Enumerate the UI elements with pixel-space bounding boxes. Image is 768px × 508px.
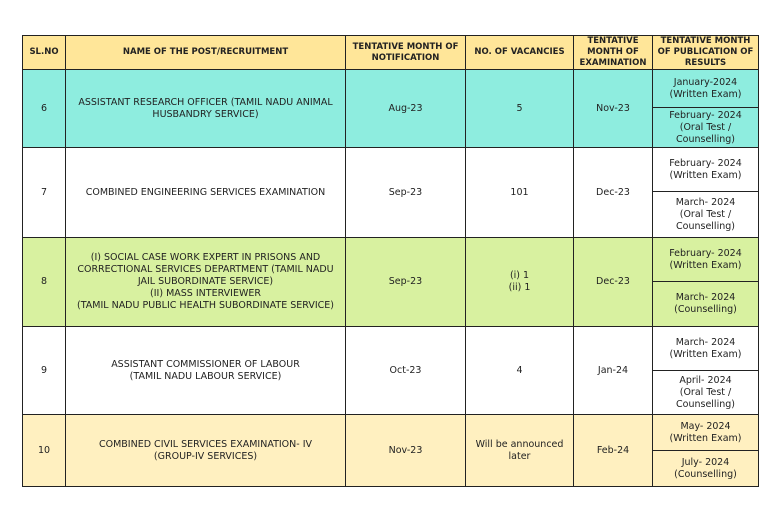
post-name-cell: ASSISTANT COMMISSIONER OF LABOUR (TAMIL NADU LABOUR SERVICE) [66,327,346,415]
result-oral-cell: February- 2024 (Oral Test / Counselling) [653,108,759,148]
table-row [23,238,759,282]
notification-cell: Sep-23 [346,148,466,238]
result-written-cell: January-2024 (Written Exam) [653,70,759,108]
recruitment-schedule-table [22,35,759,487]
table-row [23,415,759,451]
sl-no-cell: 6 [23,70,66,148]
examination-cell: Dec-23 [574,238,653,327]
vacancies-cell: (i) 1 (ii) 1 [466,238,574,327]
sl-no-cell: 10 [23,415,66,487]
header-vacancies: NO. OF VACANCIES [466,36,574,70]
result-oral-cell: March- 2024 (Oral Test / Counselling) [653,192,759,238]
vacancies-cell: Will be announced later [466,415,574,487]
examination-cell: Nov-23 [574,70,653,148]
result-counselling-cell: March- 2024 (Counselling) [653,282,759,327]
table-row [23,70,759,108]
sl-no-cell: 9 [23,327,66,415]
header-results: TENTATIVE MONTH OF PUBLICATION OF RESULTS [653,36,759,70]
table-row [23,148,759,192]
post-name-cell: COMBINED ENGINEERING SERVICES EXAMINATION [66,148,346,238]
examination-cell: Dec-23 [574,148,653,238]
post-name-cell: ASSISTANT RESEARCH OFFICER (TAMIL NADU ANIMAL HUSBANDRY SERVICE) [66,70,346,148]
header-sl-no: SL.NO [23,36,66,70]
vacancies-cell: 101 [466,148,574,238]
post-name-cell: COMBINED CIVIL SERVICES EXAMINATION- IV (GROUP-IV SERVICES) [66,415,346,487]
result-written-cell: February- 2024 (Written Exam) [653,148,759,192]
table-row [23,327,759,371]
notification-cell: Sep-23 [346,238,466,327]
sl-no-cell: 8 [23,238,66,327]
result-written-cell: March- 2024 (Written Exam) [653,327,759,371]
header-notification: TENTATIVE MONTH OF NOTIFICATION [346,36,466,70]
vacancies-cell: 4 [466,327,574,415]
header-examination: TENTATIVE MONTH OF EXAMINATION [574,36,653,70]
table-header-row [23,36,759,70]
examination-cell: Feb-24 [574,415,653,487]
post-name-cell: (I) SOCIAL CASE WORK EXPERT IN PRISONS AND CORRECTIONAL SERVICES DEPARTMENT (TAMIL NADU JAIL SUBORDINATE SERVICE) (II) MASS INTERVIEWER (TAMIL NADU PUBLIC HEALTH SUBORDINATE SERVICE) [66,238,346,327]
result-written-cell: February- 2024 (Written Exam) [653,238,759,282]
notification-cell: Nov-23 [346,415,466,487]
result-counselling-cell: July- 2024 (Counselling) [653,451,759,487]
notification-cell: Aug-23 [346,70,466,148]
header-post-name: NAME OF THE POST/RECRUITMENT [66,36,346,70]
sl-no-cell: 7 [23,148,66,238]
result-oral-cell: April- 2024 (Oral Test / Counselling) [653,371,759,415]
examination-cell: Jan-24 [574,327,653,415]
vacancies-cell: 5 [466,70,574,148]
result-written-cell: May- 2024 (Written Exam) [653,415,759,451]
notification-cell: Oct-23 [346,327,466,415]
